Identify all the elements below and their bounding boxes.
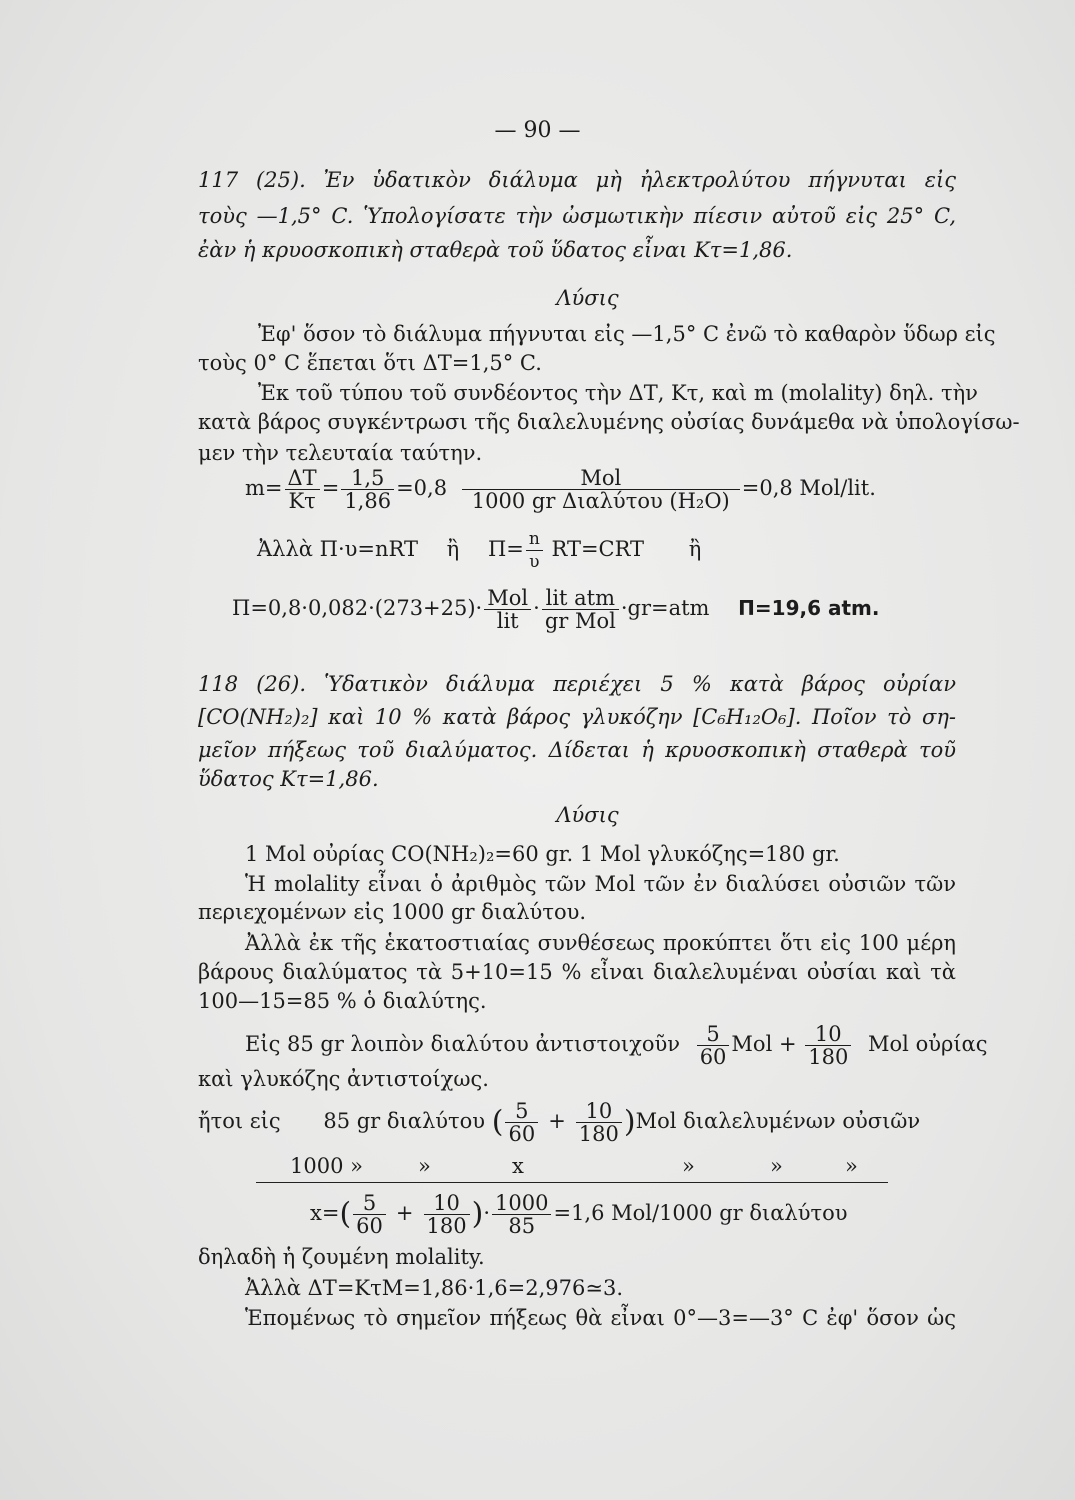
- fraction-n-v: $\frac{n}{\upsilon}$: [526, 528, 543, 573]
- fraction-15-186: $\frac{1,5}{1,86}$: [341, 467, 394, 512]
- r2a: 1000 »: [290, 1154, 363, 1178]
- page-number: — 90 —: [494, 118, 581, 143]
- problem-117-line-2: τοὺς —1,5° C. Ὑπολογίσατε τὴν ὠσμωτικὴν πίεσιν αὐτοῦ εἰς 25° C,: [198, 204, 956, 228]
- proportion-row-1: [198, 1094, 920, 1150]
- equation-pressure: [232, 586, 879, 632]
- solution-118-line-4: Ἀλλὰ ἐκ τῆς ἑκατοστιαίας συνθέσεως προκύπτει ὅτι εἰς 100 μέρη: [245, 931, 956, 955]
- problem-117-line-3: ἐὰν ἡ κρυοσκοπικὴ σταθερὰ τοῦ ὕδατος εἶναι Κτ=1,86.: [198, 238, 793, 262]
- eq2-or-2: ἢ: [688, 537, 702, 561]
- eq1-equals: =: [321, 476, 340, 500]
- solution-117-line-1: Ἐφ' ὅσον τὸ διάλυμα πήγνυται εἰς —1,5° C ἐνῶ τὸ καθαρὸν ὕδωρ εἰς: [258, 322, 996, 346]
- plus-2: +: [395, 1201, 414, 1225]
- solution-heading-117: Λύσις: [556, 286, 619, 310]
- fraction-mol-lit: $\frac{\text{Mol}}{\text{lit}}$: [484, 587, 531, 632]
- solution-118-line-3: περιεχομένων εἰς 1000 gr διαλύτου.: [198, 900, 587, 924]
- r2c: »: [682, 1154, 695, 1178]
- mol-ourias: Mol οὐρίας: [868, 1032, 988, 1056]
- fraction-dt-kt: $\frac{\Delta T}{K\tau}$: [285, 467, 320, 512]
- fraction-5-60: $\frac{5}{60}$: [697, 1023, 730, 1068]
- plus-1: +: [548, 1109, 566, 1133]
- fraction-litatm-grmol: $\frac{\text{lit atm}}{\text{gr Mol}}$: [542, 587, 619, 632]
- solution-118-line-11: Ἑπομένως τὸ σημεῖον πήξεως θὰ εἶναι 0°—3=—3° C ἐφ' ὅσον ὡς: [245, 1306, 956, 1330]
- paren-close: ): [623, 1104, 636, 1140]
- r2x: x: [512, 1154, 524, 1178]
- solution-117-line-2: τοὺς 0° C ἕπεται ὅτι ΔΤ=1,5° C.: [198, 351, 542, 375]
- r1a: ἤτοι εἰς: [198, 1109, 281, 1133]
- solution-118-line-10: Ἀλλὰ ΔΤ=ΚτΜ=1,86·1,6=2,976≃3.: [245, 1276, 623, 1300]
- eq2-a: Ἀλλὰ Π·υ=nRT: [257, 537, 418, 561]
- r1b: 85 gr διαλύτου: [323, 1109, 486, 1133]
- problem-118-line-3: μεῖον πήξεως τοῦ διαλύματος. Δίδεται ἡ κρυοσκοπικὴ σταθερὰ τοῦ: [198, 738, 956, 762]
- eq1-mid: =0,8: [396, 476, 448, 500]
- eq1-result: =0,8 Mol/lit.: [741, 476, 876, 500]
- paren-close-2: ): [471, 1196, 484, 1232]
- solution-117-line-4: κατὰ βάρος συγκέντρωσι τῆς διαλελυμένης οὐσίας δυνάμεθα νὰ ὑπολογίσω-: [198, 410, 1020, 434]
- fraction-5-60-b: $\frac{5}{60}$: [505, 1100, 538, 1145]
- equation-osmotic: [257, 527, 701, 573]
- solution-118-line-9: δηλαδὴ ἡ ζουμένη molality.: [198, 1245, 485, 1269]
- r2d: »: [770, 1154, 783, 1178]
- fraction-10-180-b: $\frac{10}{180}$: [576, 1100, 622, 1145]
- r2b: »: [418, 1154, 431, 1178]
- paren-open: (: [491, 1104, 504, 1140]
- proportion-rule: [256, 1182, 888, 1183]
- eq3-tail: ·gr=atm: [620, 596, 710, 620]
- solution-heading-118: Λύσις: [556, 803, 619, 827]
- solution-118-line-1: 1 Mol οὐρίας CO(NH₂)₂=60 gr. 1 Mol γλυκόζης=180 gr.: [245, 842, 840, 866]
- x-eq: x=: [310, 1201, 340, 1225]
- eq2-or-1: ἢ: [446, 537, 460, 561]
- solution-117-line-5: μεν τὴν τελευταία ταύτην.: [198, 441, 483, 465]
- paren-open-2: (: [339, 1196, 352, 1232]
- fraction-mol-solvent: $\frac{\text{Mol}}{\text{1000 gr Διαλύτου (Η₂Ο)}}$: [462, 467, 740, 512]
- eq3-result: Π=19,6 atm.: [738, 596, 880, 620]
- problem-118-line-2: [CO(NH₂)₂] καὶ 10 % κατὰ βάρος γλυκόζην [C₆H₁₂O₆]. Ποῖον τὸ ση-: [198, 705, 956, 729]
- solution-118-line-8: καὶ γλυκόζης ἀντιστοίχως.: [198, 1067, 489, 1091]
- fraction-5-60-c: $\frac{5}{60}$: [353, 1192, 386, 1237]
- fraction-1000-85: $\frac{1000}{85}$: [492, 1192, 551, 1237]
- solution-118-moles-line: [245, 1022, 988, 1068]
- solution-118-line-2: Ἡ molality εἶναι ὁ ἀριθμὸς τῶν Mol τῶν ἐν διαλύσει οὐσιῶν τῶν: [245, 872, 956, 896]
- problem-117-line-1: 117 (25). Ἐν ὑδατικὸν διάλυμα μὴ ἠλεκτρολύτου πήγνυται εἰς: [198, 168, 956, 192]
- fraction-10-180: $\frac{10}{180}$: [805, 1023, 851, 1068]
- eq2-p: Π=: [487, 537, 524, 561]
- fraction-10-180-c: $\frac{10}{180}$: [424, 1192, 470, 1237]
- x-result: =1,6 Mol/1000 gr διαλύτου: [553, 1201, 848, 1225]
- r2e: »: [845, 1154, 858, 1178]
- problem-118-line-1: 118 (26). Ὑδατικὸν διάλυμα περιέχει 5 % κατὰ βάρος οὐρίαν: [198, 672, 956, 696]
- eq3-dot: ·: [533, 596, 540, 620]
- x-equation: x=( $\frac{5}{60}$ + $\frac{10}{180}$ )· $\frac{1000}{85}$ =1,6 Mol/1000 gr διαλύτου: [310, 1191, 848, 1238]
- problem-118-line-4: ὕδατος Κτ=1,86.: [198, 767, 379, 791]
- solution-118-line-5: βάρους διαλύματος τὰ 5+10=15 % εἶναι διαλελυμέναι οὐσίαι καὶ τὰ: [198, 960, 956, 984]
- eq1-m: m=: [245, 476, 283, 500]
- eq3-lhs: Π=0,8·0,082·(273+25)·: [232, 596, 483, 620]
- equation-molality: [245, 466, 876, 512]
- r1c: Mol διαλελυμένων οὐσιῶν: [635, 1109, 921, 1133]
- mol-plus: Mol +: [731, 1032, 797, 1056]
- eq2-rest: RT=CRT: [551, 537, 645, 561]
- solution-117-line-3: Ἐκ τοῦ τύπου τοῦ συνδέοντος τὴν ΔΤ, Κτ, καὶ m (molality) δηλ. τὴν: [258, 381, 978, 405]
- solution-118-line-6: 100—15=85 % ὁ διαλύτης.: [198, 989, 487, 1013]
- s7a: Εἰς 85 gr λοιπὸν διαλύτου ἀντιστοιχοῦν: [245, 1032, 680, 1056]
